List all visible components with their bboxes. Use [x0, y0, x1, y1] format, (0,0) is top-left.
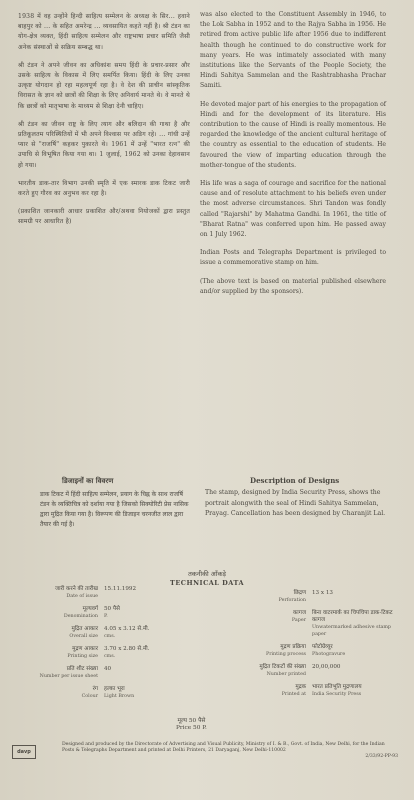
- tech-row: [218, 664, 403, 678]
- price: [176, 718, 207, 732]
- technical-data-hindi-title: तकनीकी आँकड़े: [188, 570, 226, 578]
- tech-label-hi: छिद्रण: [293, 590, 306, 596]
- tech-value: [104, 586, 210, 600]
- english-paragraph: He devoted major part of his energies to the propagation of Hindi and for the development of its literature. His contribution to the cause of Hindi is really momentous. He regarded the knowledge of the ancient cultural heritage of the country as essential to the education of students. He favoured the view of imparting education through the mother-tongue of the students.: [200, 100, 386, 169]
- tech-value-text: हल्का भूरा: [104, 686, 125, 692]
- hindi-design-text: डाक टिकट में हिंदी साहित्य सम्मेलन, प्रयाग के चिह्न के साथ राजर्षि टंडन के व्यक्तिचित्र को दर्शाया गया है जिसको सिक्योरिटी प्रेस नासिक द्वारा मुद्रित किया गया है। विरूपण की डिजाइन चरनजीत लाल द्वारा तैयार की गई है।: [40, 491, 189, 528]
- tech-row: [10, 666, 210, 680]
- english-design-heading: Description of Designs: [250, 476, 340, 485]
- tech-row: [218, 610, 403, 638]
- tech-label-en: Number per issue sheet: [39, 674, 98, 679]
- technical-data-english-title: TECHNICAL DATA: [170, 579, 244, 587]
- tech-value-text: 3.70 x 2.80 से.मी.: [104, 646, 150, 652]
- tech-value-text: भारत प्रतिभूति मुद्रणालय: [312, 684, 362, 690]
- tech-label-en: Colour: [81, 694, 98, 699]
- tech-row: [10, 626, 210, 640]
- hindi-paragraph: 1938 में वह उन्होंने हिन्दी साहित्य सम्मेलन के अध्यक्ष के सिर... हवाने बाहपुर को ... के सहित अमरेन्द्र ... व्यवसायित कहते नहीं है। श्री टंडन का योग-क्षेत्र व्यक्त, हिंदी साहित्य सम्मेलन और राष्ट्रभाषा प्रचार समिति जैसी अनेक संस्थाओं से सक्रिय सम्बद्ध था।: [18, 13, 190, 51]
- english-text-column: [200, 10, 386, 305]
- tech-value: [312, 664, 403, 678]
- tech-label: [10, 666, 104, 680]
- tech-value-text: 15.11.1992: [104, 586, 137, 592]
- tech-label: [10, 626, 104, 640]
- tech-value-text: 40: [104, 666, 112, 672]
- tech-row: [10, 686, 210, 700]
- tech-label-hi: कागज: [292, 610, 306, 616]
- tech-label: [218, 610, 312, 638]
- footer-credits: [62, 742, 398, 760]
- english-paragraph: was also elected to the Constituent Assembly in 1946, to the Lok Sabha in 1952 and to the Rajya Sabha in 1956. He retired from active public life after 1956 due to indifferent health though he continued to do constructive work for many years. He was intimately associated with many institutions like the Servants of the People Society, the Hindi Sahitya Sammelan and the Rashtrabhasha Prachar Samiti.: [200, 11, 386, 90]
- tech-value-text: 4.05 x 3.12 से.मी.: [104, 626, 150, 632]
- hindi-design-heading: डिजाइनों का विवरण: [62, 476, 114, 485]
- tech-label-en: Printed at: [281, 692, 306, 697]
- tech-value-en: P.: [104, 614, 108, 619]
- tech-row: [218, 684, 403, 698]
- price-hindi: मूल्य 50 पैसे: [177, 718, 206, 724]
- tech-value-en: Light Brown: [104, 694, 135, 699]
- technical-data-left: [10, 586, 210, 706]
- tech-label-hi: मुद्रण आकार: [72, 646, 98, 652]
- tech-label-en: Perforation: [278, 598, 306, 603]
- credits-text: Designed and produced by the Directorate of Advertising and Visual Publicity, Ministry of I. & B., Govt. of India, New Delhi, for the Indian Posts & Telegraphs Department and printed at Delhi Printers, 21 Daryaganj, New Delhi-110002: [62, 742, 385, 753]
- tech-row: [10, 606, 210, 620]
- tech-label: [218, 590, 312, 604]
- tech-label-hi: मुद्रित टिकटों की संख्या: [259, 664, 306, 670]
- technical-data-right: [218, 590, 403, 704]
- english-design-text: The stamp, designed by India Security Press, shows the portrait alongwith the seal of Hindi Sahitya Sammelan, Prayag. Cancellation has been designed by Charanjit Lal.: [205, 489, 386, 517]
- hindi-source-note: (प्रकाशित जानकारी आधार प्रकाशित और/अथवा नियोजकों द्वारा प्रस्तुत सामग्री पर आधारित है): [18, 208, 190, 226]
- english-source-note: (The above text is based on material published elsewhere and/or supplied by the sponsors).: [200, 277, 386, 295]
- tech-label: [10, 606, 104, 620]
- english-paragraph: Indian Posts and Telegraphs Department is privileged to issue a commemorative stamp on him.: [200, 249, 386, 267]
- tech-value: [312, 644, 403, 658]
- tech-label-hi: जारी करने की तारीख: [54, 586, 98, 592]
- tech-value-text: बिना वाटरमार्क का चिपचिपा डाक-टिकट कागज: [312, 610, 393, 623]
- tech-label: [10, 686, 104, 700]
- tech-value: [104, 626, 210, 640]
- tech-label-en: Number printed: [266, 672, 306, 677]
- tech-label-en: Paper: [291, 618, 306, 623]
- hindi-paragraph: भारतीय डाक-तार विभाग उनकी स्मृति में एक स्मारक डाक टिकट जारी करते हुए गौरव का अनुभव कर रहा है।: [18, 179, 190, 198]
- tech-row: [218, 590, 403, 604]
- english-paragraph: His life was a saga of courage and sacrifice for the national cause and of resolute attachment to his beliefs even under the most adverse circumstances. Shri Tandon was fondly called "Rajarshi" by Mahatma Gandhi. In 1961, the title of "Bharat Ratna" was conferred upon him. He passed away on 1 July 1962.: [200, 180, 386, 239]
- tech-label-en: Denomination: [63, 614, 98, 619]
- tech-label: [218, 664, 312, 678]
- tech-value: [312, 590, 403, 604]
- tech-value: [312, 684, 403, 698]
- tech-label-en: Date of issue: [66, 594, 98, 599]
- tech-row: [10, 646, 210, 660]
- tech-value-text: 50 पैसे: [104, 606, 120, 612]
- tech-value-en: cms.: [104, 654, 116, 659]
- tech-label-hi: रंग: [92, 686, 98, 692]
- footer: [10, 742, 404, 762]
- tech-value: [104, 666, 210, 680]
- hindi-paragraph: श्री टंडन ने अपने जीवन का अधिकांश समय हिंदी के प्रचार-प्रसार और उसके साहित्य के विकास में लिए समर्पित किया। हिंदी के लिए उनका उत्कृष्ट योगदान हो रहा महत्वपूर्ण रहा है। वे देश की प्राचीन सांस्कृतिक विरासत के ज्ञान को छात्रों की शिक्षा के लिए अनिवार्य मानते थे। वे मानते थे कि छात्रों को मातृभाषा के माध्यम से शिक्षा देनी चाहिए।: [18, 61, 190, 110]
- tech-label-en: Overall size: [69, 634, 98, 639]
- tech-label: [218, 684, 312, 698]
- tech-row: [10, 586, 210, 600]
- price-english: Price 50 P.: [176, 725, 207, 731]
- tech-value-en: Photogravure: [312, 652, 346, 657]
- tech-label-hi: मुद्रण प्रक्रिया: [280, 644, 306, 650]
- tech-value-text: 13 x 13: [312, 590, 333, 596]
- tech-value-en: India Security Press: [312, 692, 362, 697]
- tech-value-text: 20,00,000: [312, 664, 341, 670]
- tech-value: [312, 610, 403, 638]
- tech-label-hi: मूल्यवर्ग: [82, 606, 98, 612]
- tech-value-en: Unwatermarked adhesive stamp paper: [312, 625, 391, 637]
- tech-label-hi: मुद्रित आकार: [71, 626, 98, 632]
- tech-label: [10, 586, 104, 600]
- tech-label-hi: प्रति शीट संख्या: [66, 666, 98, 672]
- tech-label-en: Printing size: [67, 654, 98, 659]
- hindi-text-column: [18, 12, 190, 236]
- tech-label: [218, 644, 312, 658]
- tech-label-hi: मुद्रक: [295, 684, 306, 690]
- tech-value: [104, 686, 210, 700]
- tech-row: [218, 644, 403, 658]
- tech-value-text: फोटोग्रेव्यूर: [312, 644, 333, 650]
- davp-logo: davp: [12, 745, 36, 759]
- tech-value: [104, 646, 210, 660]
- hindi-paragraph: श्री टंडन का जीवन राष्ट्र के लिए त्याग और बलिदान की गाथा है और प्रतिकूलतम परिस्थितियों में भी अपने विश्वास पर अडिग रहे। ... गांधी उन्हें प्यार से "राजर्षि" कहकर पुकारते थे। 1961 में उन्हें "भारत रत्न" की उपाधि से विभूषित किया गया था। 1 जुलाई, 1962 को उनका देहावसान हो गया।: [18, 120, 190, 169]
- tech-value-en: cms.: [104, 634, 116, 639]
- tech-label-en: Printing process: [266, 652, 306, 657]
- tech-label: [10, 646, 104, 660]
- tech-value: [104, 606, 210, 620]
- print-code: 2/33/92-PP-93: [365, 754, 398, 759]
